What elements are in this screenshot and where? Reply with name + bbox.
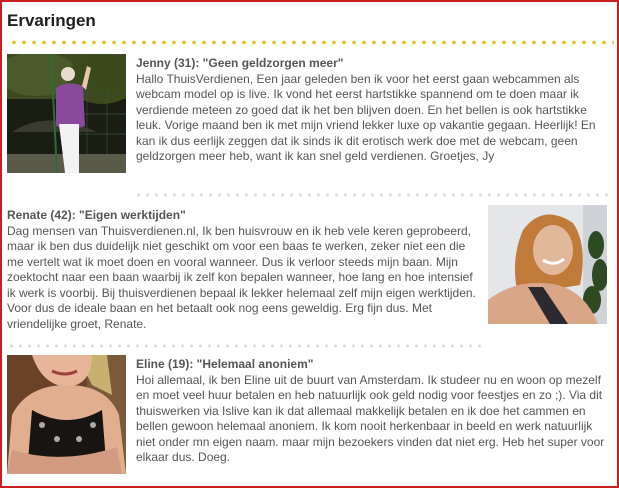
testimonial-heading: Renate (42): "Eigen werktijden": [7, 208, 186, 222]
testimonial-eline: [136, 357, 614, 466]
photo-jenny: [7, 54, 126, 173]
testimonial-jenny: [136, 56, 614, 165]
section-title: Ervaringen: [7, 11, 96, 30]
testimonial-heading: Jenny (31): "Geen geldzorgen meer": [136, 56, 344, 70]
grey-dotted-divider: [134, 193, 614, 197]
photo-eline: [7, 355, 126, 474]
photo-renate: [488, 205, 607, 324]
testimonial-heading: Eline (19): "Helemaal anoniem": [136, 357, 314, 371]
testimonial-body: Hallo ThuisVerdienen, Een jaar geleden ben ik voor het eerst gaan webcammen als webcam model op is live. Ik vond het eerst hartstikke spannend om te doen maar ik verdiende meteen zo goed dat ik het ben blijven doen. En het bellen is ook hartstikke leuk. Vorige maand ben ik met mijn vriend lekker luxe op vakantie gegaan. Heerlijk! En kan ik dus eerlijk zeggen dat ik sinds ik dit erotisch werk doe met de webcam, geen geldzorgen meer heb, want ik kan snel geld verdienen. Groetjes, Jy: [136, 71, 596, 163]
testimonial-renate: [7, 208, 483, 332]
testimonial-body: Dag mensen van Thuisverdienen.nl, Ik ben huisvrouw en ik heb vele keren geprobeerd, maar ik ben dus duidelijk niet geschikt om voor een baas te werken, zeker niet een die me vertelt wat ik moet doen en vooral wanneer. Dus ik verloor steeds mijn baan. Mijn zoektocht naar een baan waarbij ik zelf kon bepalen wanneer, hoe lang en hoe intensief ik werk is voorbij. Bij thuisverdienen bepaal ik lekker helemaal zelf mijn eigen werktijden. Voor dus de ideale baan en het betaalt ook nog eens geweldig. Erg fijn dus. Met vriendelijke groet, Renate.: [7, 223, 476, 331]
testimonial-body: Hoi allemaal, ik ben Eline uit de buurt van Amsterdam. Ik studeer nu en woon op mezelf en moet veel huur betalen en heb natuurlijk ook geld nodig voor feestjes en zo ;). Via dit thuiswerken via Islive kan ik dat allemaal makkelijk betalen en ik doe het cammen en bellen gewoon helemaal anoniem. Ik kom nooit herkenbaar in beeld en werk natuurlijk niet onder mn eigen naam. maar mijn bezoekers vinden dat niet erg. Heb het super voor elkaar dus. Doeg.: [136, 372, 605, 464]
grey-dotted-divider: [7, 344, 487, 348]
yellow-dotted-divider: [9, 40, 614, 45]
